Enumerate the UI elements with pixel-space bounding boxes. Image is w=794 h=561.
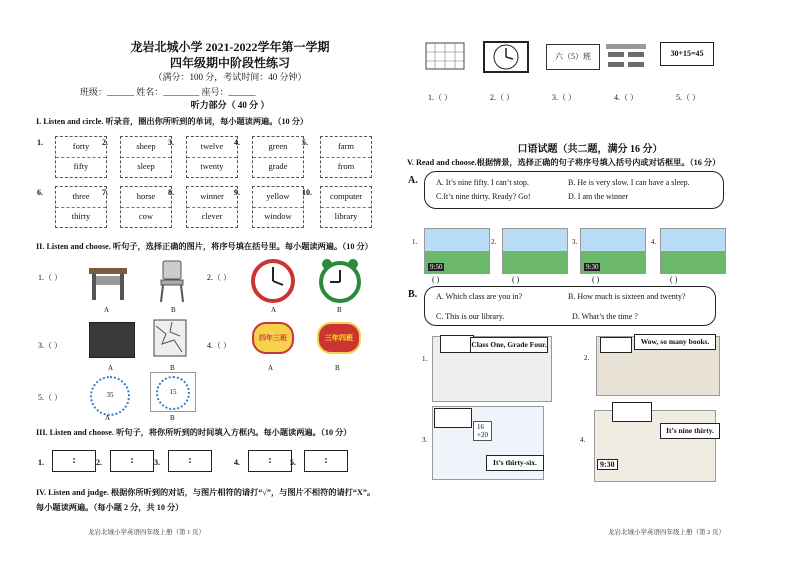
flower-clock-a[interactable] <box>90 376 130 416</box>
b-option-b: B. How much is sixteen and twenty? <box>568 292 686 301</box>
scene-2-bubble: Wow, so many books. <box>634 334 716 350</box>
pic-num-2: 2. <box>491 238 497 246</box>
word-option-b[interactable]: sleep <box>137 161 155 171</box>
word-option-b[interactable]: twenty <box>200 161 224 171</box>
word-option-a[interactable]: computer <box>329 191 363 201</box>
rt-answer-4[interactable]: 4.（ ） <box>614 93 638 102</box>
a-option-b: B. He is very slow. I can have a sleep. <box>568 178 690 187</box>
rt-answer-3[interactable]: 3.（ ） <box>552 93 576 102</box>
word-option-a[interactable]: forty <box>72 141 90 151</box>
dash-divider <box>56 207 106 208</box>
time-item-number: 3. <box>154 458 160 467</box>
time-item-number: 1. <box>38 458 44 467</box>
word-pair-box <box>320 186 372 228</box>
a-option-c: C.It’s nine thirty. Ready? Go! <box>436 192 531 201</box>
word-pair-box <box>252 186 304 228</box>
part-a-label: A. <box>408 175 418 186</box>
word-pair-number: 4. <box>234 138 240 147</box>
rt-answer-1[interactable]: 1.（ ） <box>428 93 452 102</box>
dash-divider <box>121 157 171 158</box>
time-input-box[interactable]: : <box>168 450 212 472</box>
class-sign-b[interactable] <box>317 322 361 354</box>
dash-divider <box>187 157 237 158</box>
oral-title: 口语试题（共二题，满分 16 分） <box>517 144 663 155</box>
clock-image-red[interactable] <box>250 258 296 304</box>
b-option-c: C. This is our library. <box>436 312 505 321</box>
word-pair-number: 10. <box>302 188 312 197</box>
rt-answer-2[interactable]: 2.（ ） <box>490 93 514 102</box>
rt-answer-5[interactable]: 5.（ ） <box>676 93 700 102</box>
pic-num-4: 4. <box>651 238 657 246</box>
a-answer-2[interactable]: ( ) <box>512 275 520 284</box>
math-box[interactable] <box>660 42 714 66</box>
section5-title: V. Read and choose.根据情景，选择正确的句子将序号填入括号内或对话框里。（16 分） <box>407 158 721 167</box>
word-option-a[interactable]: sheep <box>136 141 156 151</box>
footer-right: 龙岩北城小学英语四年级上册（第 2 页） <box>608 529 725 536</box>
word-option-b[interactable]: library <box>334 211 358 221</box>
dash-divider <box>321 207 371 208</box>
class-sign-b-text: 三年四班 <box>325 334 353 342</box>
time-item-number: 5. <box>290 458 296 467</box>
exam-title: 四年级期中阶段性练习 <box>169 56 290 70</box>
class-sign-a[interactable] <box>252 322 294 354</box>
class-label: 六（5）班 <box>555 52 591 61</box>
time-input-box[interactable]: : <box>304 450 348 472</box>
time-input-box[interactable]: : <box>248 450 292 472</box>
broken-window-image[interactable] <box>152 318 188 358</box>
blackboard-image[interactable] <box>89 322 135 358</box>
scene-3-blank-bubble[interactable] <box>434 408 472 428</box>
word-pair-number: 7. <box>102 188 108 197</box>
pic-num-1: 1. <box>412 238 418 246</box>
word-option-b[interactable]: thirty <box>71 211 91 221</box>
time-label-930: 9:30 <box>597 459 618 470</box>
s2-answer-4[interactable]: 4.（ ） <box>207 341 231 350</box>
word-option-a[interactable]: twelve <box>200 141 224 151</box>
part-a-options-box <box>424 171 724 209</box>
word-pair-box <box>120 186 172 228</box>
section4-subtitle: 每小题读两遍。（每小题 2 分，共 10 分） <box>36 503 184 512</box>
word-option-a[interactable]: winner <box>200 191 224 201</box>
word-option-a[interactable]: three <box>72 191 90 201</box>
s2-answer-1[interactable]: 1.（ ） <box>38 273 62 282</box>
flower-clock-b-frame[interactable] <box>150 372 196 412</box>
word-pair-number: 8. <box>168 188 174 197</box>
word-option-b[interactable]: from <box>337 161 355 171</box>
math-text: 30+15=45 <box>670 49 704 58</box>
class-sign-a-text: 四年三班 <box>259 334 287 342</box>
dash-divider <box>253 207 303 208</box>
score-time: （满分：100 分，考试时间：40 分钟） <box>153 72 307 82</box>
section2-title: II. Listen and choose. 听句子，选择正确的图片，将序号填在括号里。每小题读两遍。（10 分） <box>36 242 373 251</box>
time-input-box[interactable]: : <box>110 450 154 472</box>
section3-title: III. Listen and choose. 听句子，将你所听到的时间填入方框内。每小题读两遍。（10 分） <box>36 428 352 437</box>
a-answer-1[interactable]: ( ) <box>432 275 440 284</box>
footer-left: 龙岩北城小学英语四年级上册（第 1 页） <box>88 529 205 536</box>
word-pair-number: 1. <box>37 138 43 147</box>
scene-4-bubble: It’s nine thirty. <box>660 423 720 439</box>
word-pair-box <box>55 136 107 178</box>
s2-letter-4a: A <box>268 364 274 372</box>
race-picture-4[interactable] <box>660 228 726 274</box>
student-fields: 班级：______ 姓名：________ 座号：______ <box>80 87 256 97</box>
word-option-a[interactable]: green <box>268 141 288 151</box>
section1-title: I. Listen and circle. 听录音，圈出你所听到的单词，每小题读两遍。（10 分） <box>36 117 309 126</box>
time-input-box[interactable]: : <box>52 450 96 472</box>
s2-letter-4b: B <box>335 364 340 372</box>
class-label-box[interactable] <box>546 44 600 70</box>
a-option-a: A. It’s nine fifty. I can’t stop. <box>436 178 529 187</box>
word-pair-number: 3. <box>168 138 174 147</box>
classroom-desks-image[interactable] <box>604 42 648 72</box>
s2-letter-1a: A <box>104 306 110 314</box>
word-option-b[interactable]: fifty <box>73 161 89 171</box>
s2-answer-3[interactable]: 3.（ ） <box>38 341 62 350</box>
word-pair-box <box>120 136 172 178</box>
word-option-a[interactable]: horse <box>136 191 156 201</box>
s2-answer-5[interactable]: 5.（ ） <box>38 393 62 402</box>
word-option-b[interactable]: cow <box>138 211 154 221</box>
s2-letter-3b: B <box>170 364 175 372</box>
word-option-b[interactable]: grade <box>268 161 288 171</box>
s2-letter-5b: B <box>170 414 175 422</box>
desk-image[interactable] <box>86 262 131 302</box>
scene-3-bubble: It’s thirty-six. <box>486 455 544 471</box>
part-b-label: B. <box>408 289 418 300</box>
word-pair-box <box>186 136 238 178</box>
time-item-number: 4. <box>234 458 240 467</box>
word-option-a[interactable]: farm <box>337 141 355 151</box>
b-option-d: D. What’s the time ? <box>572 312 638 321</box>
race-time-1: 9:50 <box>430 263 443 271</box>
race-picture-2[interactable] <box>502 228 568 274</box>
scene-num-1: 1. <box>422 355 428 363</box>
word-pair-number: 9. <box>234 188 240 197</box>
word-option-b[interactable]: window <box>264 211 292 221</box>
listening-heading: 听力部分（ 40 分 ） <box>190 100 270 110</box>
word-pair-number: 5. <box>302 138 308 147</box>
dash-divider <box>321 157 371 158</box>
scene-num-2: 2. <box>584 354 590 362</box>
scene-4-blank-bubble[interactable] <box>612 402 652 422</box>
scene-1-blank-bubble[interactable] <box>440 335 474 353</box>
flower-clock-b-num: 15 <box>169 388 177 396</box>
wall-clock-image[interactable] <box>482 40 530 74</box>
chair-image[interactable] <box>157 258 187 304</box>
s2-letter-2a: A <box>271 306 277 314</box>
s2-letter-5a: A <box>105 414 111 422</box>
race-picture-1[interactable] <box>424 228 490 274</box>
s2-answer-2[interactable]: 2.（ ） <box>207 273 231 282</box>
dash-divider <box>121 207 171 208</box>
dash-divider <box>187 207 237 208</box>
flower-clock-b <box>156 376 190 410</box>
time-item-number: 2. <box>96 458 102 467</box>
clock-image-green[interactable] <box>317 258 363 304</box>
a-answer-3[interactable]: ( ) <box>592 275 600 284</box>
scene-num-3: 3. <box>422 436 428 444</box>
word-pair-box <box>186 186 238 228</box>
s2-letter-1b: B <box>171 306 176 314</box>
s2-letter-2b: B <box>337 306 342 314</box>
a-option-d: D. I am the winner <box>568 192 629 201</box>
word-pair-box <box>320 136 372 178</box>
word-pair-number: 2. <box>102 138 108 147</box>
pic-num-3: 3. <box>572 238 578 246</box>
board-math: 16 +20 <box>473 421 492 441</box>
word-pair-number: 6. <box>37 188 43 197</box>
b-option-a: A. Which class are you in? <box>436 292 523 301</box>
race-picture-3[interactable] <box>580 228 646 274</box>
scene-num-4: 4. <box>580 436 586 444</box>
word-option-a[interactable]: yellow <box>266 191 290 201</box>
scene-1-bubble: Class One, Grade Four. <box>470 337 548 353</box>
race-time-3: 9:30 <box>586 263 599 271</box>
word-pair-box <box>252 136 304 178</box>
dash-divider <box>56 157 106 158</box>
scene-2-blank-bubble[interactable] <box>600 337 632 353</box>
a-answer-4[interactable]: ( ) <box>670 275 678 284</box>
section4-title: IV. Listen and judge. 根据你所听到的对话，与图片相符的请打“√”，与图片不相符的请打“X”。 <box>36 488 376 497</box>
word-pair-box <box>55 186 107 228</box>
number-grid-image[interactable] <box>425 42 465 70</box>
flower-clock-a-num: 35 <box>106 391 114 399</box>
school-title: 龙岩北城小学 2021-2022学年第一学期 <box>130 40 330 54</box>
s2-letter-3a: A <box>108 364 114 372</box>
word-option-b[interactable]: clever <box>201 211 223 221</box>
dash-divider <box>253 157 303 158</box>
